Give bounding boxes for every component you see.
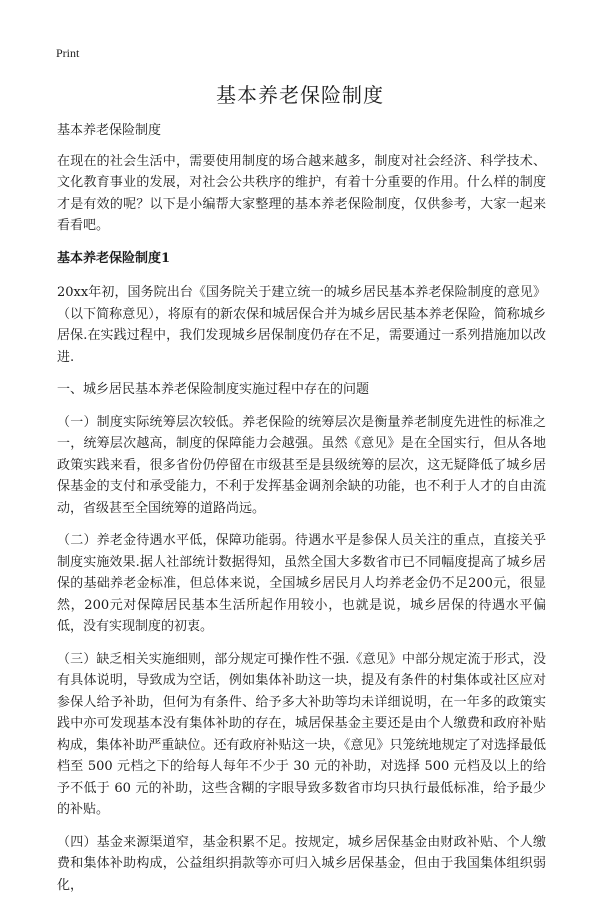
body-paragraph: 20xx年初，国务院出台《国务院关于建立统一的城乡居民基本养老保险制度的意见》（以下简称意见），将原有的新农保和城居保合并为城乡居民基本养老保险，简称城乡居保.在实践过程中，我们发现城乡居保制度仍存在不足，需要通过一系列措施加以改进. — [57, 285, 546, 365]
body-paragraph: （四）基金来源渠道窄，基金积累不足。按规定，城乡居保基金由财政补贴、个人缴费和集体补助构成，公益组织捐款等亦可归入城乡居保基金，但由于我国集体组织弱化， — [57, 834, 546, 893]
intro-paragraph: 在现在的社会生活中，需要使用制度的场合越来越多，制度对社会经济、科学技术、文化教育事业的发展，对社会公共秩序的维护，有着十分重要的作用。什么样的制度才是有效的呢？以下是小编帮大家整理的基本养老保险制度，仅供参考，大家一起来看看吧。 — [57, 153, 546, 233]
document-subtitle: 基本养老保险制度 — [57, 123, 162, 138]
section-heading: 基本养老保险制度1 — [57, 250, 171, 266]
document-title: 基本养老保险制度 — [216, 83, 384, 107]
body-paragraph: （一）制度实际统筹层次较低。养老保险的统筹层次是衡量养老制度先进性的标准之一，统筹层次越高，制度的保障能力会越强。虽然《意见》是在全国实行，但从各地政策实践来看，很多省份仍停留在市级甚至是县级统筹的层次，这无疑降低了城乡居保基金的支付和承受能力，不利于发挥基金调剂余缺的功能，也不利于人才的自由流动，省级甚至全国统筹的道路尚远。 — [57, 414, 546, 516]
print-link[interactable]: Print — [56, 46, 80, 60]
body-paragraph: （二）养老金待遇水平低，保障功能弱。待遇水平是参保人员关注的重点，直接关乎制度实施效果.据人社部统计数据得知，虽然全国大多数省市已不同幅度提高了城乡居保的基础养老金标准，但总体来说，全国城乡居民月人均养老金仍不足200元，很显然，200元对保障居民基本生活所起作用较小，也就是说，城乡居保的待遇水平偏低，没有实现制度的初衷。 — [57, 533, 546, 634]
body-paragraph: 一、城乡居民基本养老保险制度实施过程中存在的问题 — [57, 382, 370, 397]
document-body — [57, 120, 546, 907]
body-paragraph: （三）缺乏相关实施细则，部分规定可操作性不强.《意见》中部分规定流于形式，没有具体说明，导致成为空话，例如集体补助这一块，提及有条件的村集体或社区应对参保人给予补助，但何为有条件、给予多大补助等均未详细说明，在一年多的政策实践中亦可发现基本没有集体补助的存在，城居保基金主要还是由个人缴费和政府补贴构成，集体补助严重缺位。还有政府补贴这一块，《意见》只笼统地规定了对选择最低档至 500 元档之下的给每人每年不少于 30 元的补助，对选择 500 元档及以上的给予不低于 60 元的补助，这些含糊的字眼导致多数省市均只执行最低标准，给予最少的补贴。 — [57, 651, 546, 817]
